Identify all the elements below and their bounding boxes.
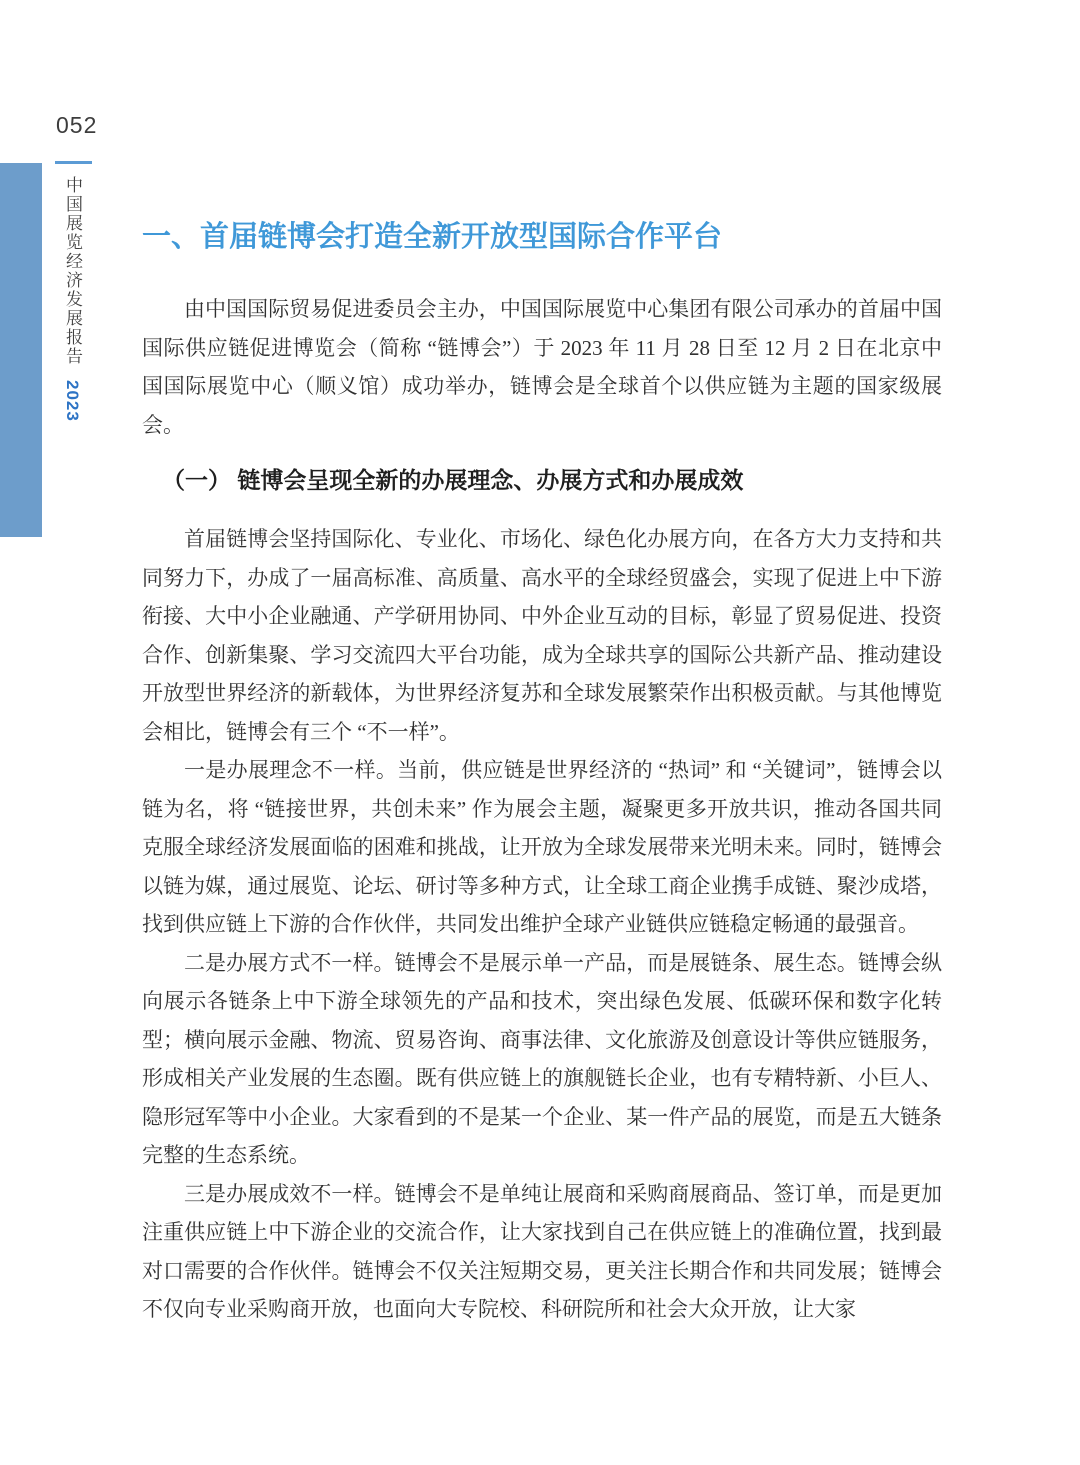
body-paragraph-3: 二是办展方式不一样。链博会不是展示单一产品，而是展链条、展生态。链博会纵向展示各链条上中下游全球领先的产品和技术，突出绿色发展、低碳环保和数字化转型；横向展示金融、物流、贸易咨询、商事法律、文化旅游及创意设计等供应链服务，形成相关产业发展的生态圈。既有供应链上的旗舰链长企业，也有专精特新、小巨人、隐形冠军等中小企业。大家看到的不是某一个企业、某一件产品的展览，而是五大链条完整的生态系统。 bbox=[142, 950, 942, 1167]
sidebar-accent-bar bbox=[0, 163, 42, 537]
article-content bbox=[142, 220, 942, 1329]
body-paragraph-4: 三是办展成效不一样。链博会不是单纯让展商和采购商展商品、签订单，而是更加注重供应链上中下游企业的交流合作，让大家找到自己在供应链上的准确位置，找到最对口需要的合作伙伴。链博会不仅关注短期交易，更关注长期合作和共同发展；链博会不仅向专业采购商开放，也面向大专院校、科研院所和社会大众开放，让大家 bbox=[142, 1181, 942, 1321]
body-paragraph-1: 首届链博会坚持国际化、专业化、市场化、绿色化办展方向，在各方大力支持和共同努力下，办成了一届高标准、高质量、高水平的全球经贸盛会，实现了促进上中下游衔接、大中小企业融通、产学研用协同、中外企业互动的目标，彰显了贸易促进、投资合作、创新集聚、学习交流四大平台功能，成为全球共享的国际公共新产品、推动建设开放型世界经济的新载体，为世界经济复苏和全球发展繁荣作出积极贡献。与其他博览会相比，链博会有三个 “不一样”。 bbox=[142, 527, 942, 744]
report-title-text: 中国展览经济发展报告 bbox=[63, 176, 82, 366]
page-number-divider bbox=[55, 161, 92, 164]
report-vertical-title bbox=[60, 176, 85, 422]
section-heading: 一、首届链博会打造全新开放型国际合作平台 bbox=[142, 221, 723, 253]
page-number: 052 bbox=[56, 112, 98, 138]
body-paragraph-2: 一是办展理念不一样。当前，供应链是世界经济的 “热词” 和 “关键词”，链博会以链为名，将 “链接世界，共创未来” 作为展会主题，凝聚更多开放共识，推动各国共同克服全球经济发展面临的困难和挑战，让开放为全球发展带来光明未来。同时，链博会以链为媒，通过展览、论坛、研讨等多种方式，让全球工商企业携手成链、聚沙成塔，找到供应链上下游的合作伙伴，共同发出维护全球产业链供应链稳定畅通的最强音。 bbox=[142, 758, 942, 936]
subsection-heading: （一） 链博会呈现全新的办展理念、办展方式和办展成效 bbox=[162, 467, 744, 493]
report-year: 2023 bbox=[63, 379, 82, 422]
intro-paragraph: 由中国国际贸易促进委员会主办，中国国际展览中心集团有限公司承办的首届中国国际供应链促进博览会（简称 “链博会”）于 2023 年 11 月 28 日至 12 月 2 日在北京中国国际展览中心（顺义馆）成功举办，链博会是全球首个以供应链为主题的国家级展会。 bbox=[142, 297, 942, 437]
